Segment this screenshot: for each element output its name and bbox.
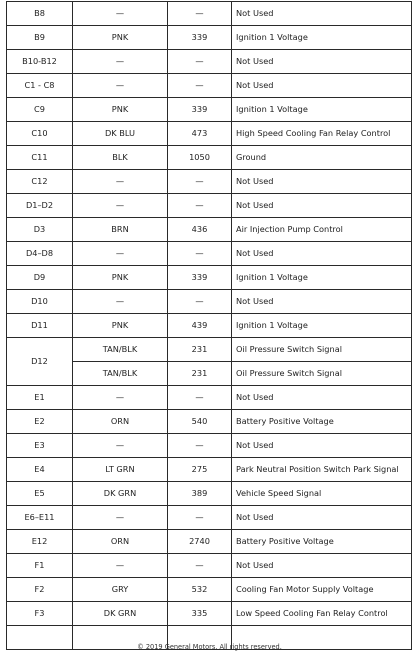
wire-color-cell <box>73 194 168 218</box>
pin-cell <box>7 146 73 170</box>
wire-color-cell-text: BLK <box>112 152 128 162</box>
pin-cell-text: C9 <box>34 104 45 114</box>
wire-color-cell <box>73 554 168 578</box>
pin-cell-text: F1 <box>34 560 45 570</box>
circuit-number-cell <box>168 2 232 26</box>
wire-color-cell-text: — <box>115 296 125 306</box>
function-cell <box>232 50 412 74</box>
wire-color-cell <box>73 386 168 410</box>
function-cell-text: Air Injection Pump Control <box>236 224 343 234</box>
function-cell <box>232 266 412 290</box>
pin-cell <box>7 410 73 434</box>
table-row <box>7 98 412 122</box>
circuit-number-cell-text: — <box>195 296 204 306</box>
function-cell <box>232 362 412 386</box>
wire-color-cell <box>73 338 168 362</box>
pin-cell <box>7 218 73 242</box>
wire-color-cell-text: DK BLU <box>104 128 136 138</box>
circuit-number-cell-text: 1050 <box>189 152 210 162</box>
function-cell-text: Not Used <box>236 248 274 258</box>
wire-color-cell <box>73 290 168 314</box>
wire-color-cell <box>73 146 168 170</box>
pin-cell-text: C1 - C8 <box>24 80 55 90</box>
table-row <box>7 482 412 506</box>
circuit-number-cell <box>168 170 232 194</box>
circuit-number-cell-text: 473 <box>191 128 208 138</box>
table-row <box>7 266 412 290</box>
circuit-number-cell-text: — <box>195 248 204 258</box>
circuit-number-cell-text: — <box>195 56 204 66</box>
table-row <box>7 50 412 74</box>
circuit-number-cell <box>168 530 232 554</box>
pin-cell <box>7 266 73 290</box>
function-cell <box>232 554 412 578</box>
table-row <box>7 2 412 26</box>
wire-color-cell-text: — <box>115 80 125 90</box>
wire-color-cell-text: GRY <box>111 584 129 594</box>
pin-cell-text: C11 <box>31 152 48 162</box>
function-cell-text: Ignition 1 Voltage <box>236 272 308 282</box>
copyright-footer: © 2019 General Motors. All rights reserved. <box>137 643 282 651</box>
circuit-number-cell-text: — <box>195 560 204 570</box>
circuit-number-cell <box>168 146 232 170</box>
pin-cell-text: E5 <box>34 488 45 498</box>
pin-cell <box>7 290 73 314</box>
function-cell <box>232 410 412 434</box>
wire-color-cell <box>73 170 168 194</box>
pin-cell-text: E4 <box>34 464 45 474</box>
function-cell <box>232 482 412 506</box>
function-cell <box>232 458 412 482</box>
table-row <box>7 170 412 194</box>
pin-cell-text: B10-B12 <box>22 56 57 66</box>
circuit-number-cell <box>168 434 232 458</box>
wire-color-cell <box>73 98 168 122</box>
function-cell-text: Ground <box>236 152 267 162</box>
function-cell <box>232 314 412 338</box>
wire-color-cell-text: PNK <box>111 272 129 282</box>
circuit-number-cell <box>168 578 232 602</box>
table-row <box>7 314 412 338</box>
circuit-number-cell-text: — <box>195 176 204 186</box>
circuit-number-cell <box>168 50 232 74</box>
function-cell-text: Low Speed Cooling Fan Relay Control <box>236 608 388 618</box>
circuit-number-cell <box>168 602 232 626</box>
pin-cell-text: E2 <box>34 416 45 426</box>
circuit-number-cell-text: 231 <box>191 344 208 354</box>
function-cell-text: Not Used <box>236 80 274 90</box>
pin-cell <box>7 74 73 98</box>
wire-color-cell <box>73 74 168 98</box>
function-cell <box>232 602 412 626</box>
circuit-number-cell <box>168 218 232 242</box>
wire-color-cell <box>73 2 168 26</box>
pin-table-body <box>7 2 412 650</box>
circuit-number-cell <box>168 338 232 362</box>
pin-cell-text: E12 <box>31 536 48 546</box>
wire-color-cell <box>73 458 168 482</box>
pin-cell-text: D4–D8 <box>25 248 54 258</box>
wire-color-cell <box>73 218 168 242</box>
wire-color-cell-text: DK GRN <box>103 608 137 618</box>
wire-color-cell <box>73 602 168 626</box>
pin-cell-text: D9 <box>33 272 46 282</box>
function-cell-text: Not Used <box>236 8 274 18</box>
circuit-number-cell <box>168 194 232 218</box>
function-cell <box>232 530 412 554</box>
wire-color-cell-text: PNK <box>111 104 129 114</box>
circuit-number-cell-text: 389 <box>191 488 208 498</box>
wire-color-cell-text: — <box>115 440 125 450</box>
wire-color-cell-text: — <box>115 512 125 522</box>
wire-color-cell-text: ORN <box>110 416 130 426</box>
pin-cell <box>7 482 73 506</box>
pin-cell <box>7 194 73 218</box>
pin-cell-text: F3 <box>34 608 45 618</box>
wire-color-cell-text: TAN/BLK <box>102 368 138 378</box>
pin-cell-text: D11 <box>31 320 48 330</box>
wire-color-cell-text: — <box>115 176 125 186</box>
function-cell-text: Park Neutral Position Switch Park Signal <box>236 464 399 474</box>
circuit-number-cell <box>168 314 232 338</box>
table-row <box>7 122 412 146</box>
pin-cell <box>7 506 73 530</box>
pin-cell <box>7 602 73 626</box>
function-cell <box>232 386 412 410</box>
pin-cell-text: F2 <box>34 584 45 594</box>
circuit-number-cell <box>168 290 232 314</box>
pin-cell-text: C10 <box>31 128 48 138</box>
table-row <box>7 386 412 410</box>
function-cell <box>232 74 412 98</box>
function-cell-text: Not Used <box>236 512 274 522</box>
wire-color-cell-text: — <box>115 560 125 570</box>
table-row <box>7 194 412 218</box>
circuit-number-cell-text: — <box>195 80 204 90</box>
pin-cell-text: D3 <box>33 224 46 234</box>
function-cell <box>232 242 412 266</box>
circuit-number-cell-text: — <box>195 392 204 402</box>
function-cell <box>232 146 412 170</box>
wire-color-cell-text: TAN/BLK <box>102 344 138 354</box>
pin-cell <box>7 98 73 122</box>
circuit-number-cell-text: — <box>195 440 204 450</box>
function-cell-text: Cooling Fan Motor Supply Voltage <box>236 584 374 594</box>
table-row <box>7 602 412 626</box>
pin-cell <box>7 434 73 458</box>
pin-cell-text: E3 <box>34 440 45 450</box>
pin-cell <box>7 386 73 410</box>
circuit-number-cell <box>168 242 232 266</box>
wire-color-cell <box>73 362 168 386</box>
pin-cell <box>7 338 73 386</box>
table-row <box>7 578 412 602</box>
connector-pin-table <box>6 1 412 650</box>
circuit-number-cell-text: 532 <box>191 584 208 594</box>
function-cell-text: Battery Positive Voltage <box>236 416 334 426</box>
wire-color-cell-text: — <box>115 392 125 402</box>
pin-cell <box>7 242 73 266</box>
wire-color-cell-text: — <box>115 248 125 258</box>
wire-color-cell-text: PNK <box>111 32 129 42</box>
circuit-number-cell-text: 335 <box>191 608 208 618</box>
wire-color-cell <box>73 242 168 266</box>
function-cell-text: Ignition 1 Voltage <box>236 104 308 114</box>
circuit-number-cell <box>168 554 232 578</box>
pin-cell-text: D10 <box>31 296 48 306</box>
wire-color-cell-text: LT GRN <box>105 464 135 474</box>
circuit-number-cell-text: — <box>195 512 204 522</box>
wire-color-cell <box>73 314 168 338</box>
circuit-number-cell-text: 2740 <box>189 536 210 546</box>
circuit-number-cell <box>168 386 232 410</box>
function-cell-text: Oil Pressure Switch Signal <box>236 368 342 378</box>
circuit-number-cell-text: 436 <box>191 224 208 234</box>
pin-cell-text: B8 <box>34 8 45 18</box>
function-cell-text: Not Used <box>236 560 274 570</box>
circuit-number-cell-text: 439 <box>191 320 208 330</box>
pin-cell <box>7 314 73 338</box>
table-row <box>7 218 412 242</box>
pin-cell-text: D1–D2 <box>25 200 54 210</box>
function-cell-text: Ignition 1 Voltage <box>236 320 308 330</box>
circuit-number-cell-text: 540 <box>191 416 208 426</box>
wire-color-cell <box>73 266 168 290</box>
wire-color-cell-text: — <box>115 200 125 210</box>
function-cell-text: Not Used <box>236 200 274 210</box>
function-cell <box>232 506 412 530</box>
table-row <box>7 290 412 314</box>
wire-color-cell-text: BRN <box>111 224 129 234</box>
pin-cell <box>7 50 73 74</box>
function-cell-text: Not Used <box>236 56 274 66</box>
function-cell <box>232 2 412 26</box>
pin-cell <box>7 458 73 482</box>
table-row <box>7 26 412 50</box>
wire-color-cell <box>73 482 168 506</box>
pin-cell <box>7 554 73 578</box>
circuit-number-cell-text: 231 <box>191 368 208 378</box>
pin-cell-text: E6–E11 <box>24 512 55 522</box>
wire-color-cell-text: — <box>115 56 125 66</box>
wire-color-cell <box>73 410 168 434</box>
function-cell-text: Not Used <box>236 440 274 450</box>
circuit-number-cell <box>168 26 232 50</box>
circuit-number-cell <box>168 506 232 530</box>
pin-cell <box>7 578 73 602</box>
table-row <box>7 506 412 530</box>
function-cell <box>232 578 412 602</box>
wire-color-cell-text: ORN <box>110 536 130 546</box>
pin-cell <box>7 26 73 50</box>
wire-color-cell <box>73 26 168 50</box>
function-cell <box>232 290 412 314</box>
wire-color-cell-text: — <box>115 8 125 18</box>
circuit-number-cell <box>168 458 232 482</box>
circuit-number-cell <box>168 98 232 122</box>
circuit-number-cell-text: 275 <box>191 464 208 474</box>
function-cell-text: Vehicle Speed Signal <box>236 488 322 498</box>
table-row <box>7 458 412 482</box>
circuit-number-cell <box>168 266 232 290</box>
circuit-number-cell-text: 339 <box>191 32 208 42</box>
circuit-number-cell <box>168 362 232 386</box>
function-cell <box>232 98 412 122</box>
wire-color-cell-text: PNK <box>111 320 129 330</box>
circuit-number-cell <box>168 410 232 434</box>
function-cell <box>232 170 412 194</box>
function-cell-text: Battery Positive Voltage <box>236 536 334 546</box>
function-cell-text: Ignition 1 Voltage <box>236 32 308 42</box>
table-row <box>7 74 412 98</box>
pin-cell <box>7 170 73 194</box>
pin-cell <box>7 122 73 146</box>
circuit-number-cell-text: — <box>195 8 204 18</box>
function-cell <box>232 194 412 218</box>
function-cell-text: Oil Pressure Switch Signal <box>236 344 342 354</box>
wire-color-cell-text: DK GRN <box>103 488 137 498</box>
circuit-number-cell-text: — <box>195 200 204 210</box>
function-cell-text: Not Used <box>236 176 274 186</box>
function-cell-text: Not Used <box>236 392 274 402</box>
pin-cell <box>7 530 73 554</box>
function-cell <box>232 122 412 146</box>
pin-cell-text: E1 <box>34 392 45 402</box>
function-cell <box>232 434 412 458</box>
wire-color-cell <box>73 434 168 458</box>
table-row <box>7 242 412 266</box>
table-row <box>7 146 412 170</box>
pin-cell-text: B9 <box>34 32 45 42</box>
table-row <box>7 434 412 458</box>
circuit-number-cell-text: 339 <box>191 104 208 114</box>
pin-cell <box>7 2 73 26</box>
function-cell <box>232 338 412 362</box>
circuit-number-cell <box>168 74 232 98</box>
pin-cell-text: D12 <box>31 356 48 366</box>
table-row <box>7 338 412 362</box>
pin-cell-text: C12 <box>31 176 48 186</box>
circuit-number-cell <box>168 482 232 506</box>
function-cell <box>232 26 412 50</box>
wire-color-cell <box>73 530 168 554</box>
circuit-number-cell <box>168 122 232 146</box>
table-row <box>7 410 412 434</box>
circuit-number-cell-text: 339 <box>191 272 208 282</box>
wire-color-cell <box>73 122 168 146</box>
wire-color-cell <box>73 50 168 74</box>
function-cell-text: High Speed Cooling Fan Relay Control <box>236 128 391 138</box>
table-row <box>7 530 412 554</box>
function-cell-text: Not Used <box>236 296 274 306</box>
wire-color-cell <box>73 506 168 530</box>
function-cell <box>232 218 412 242</box>
wire-color-cell <box>73 578 168 602</box>
table-row <box>7 554 412 578</box>
